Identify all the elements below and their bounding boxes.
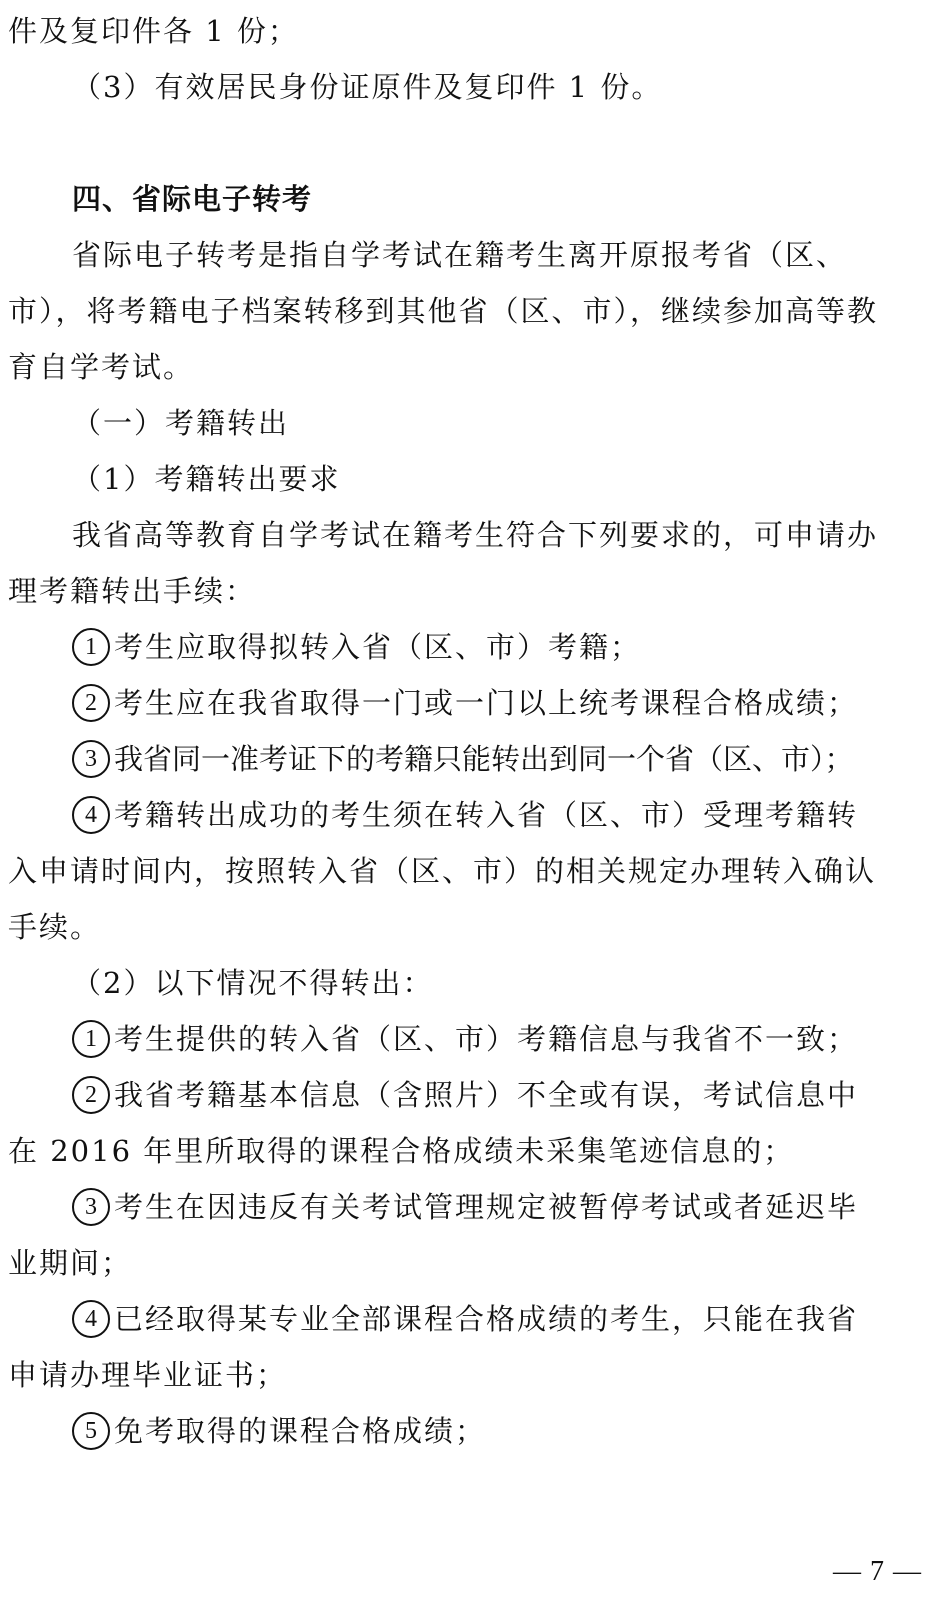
text-line: 省际电子转考是指自学考试在籍考生离开原报考省（区、: [72, 238, 848, 272]
list-item-text: 考生在因违反有关考试管理规定被暂停考试或者延迟毕: [114, 1190, 859, 1224]
circled-number-marker: 3: [72, 740, 110, 778]
list-item-text: 我省同一准考证下的考籍只能转出到同一个省（区、市）；: [114, 742, 854, 776]
text-line: 申请办理毕业证书；: [8, 1358, 288, 1392]
page-number: — 7 —: [833, 1556, 922, 1587]
circled-number-marker: 2: [72, 684, 110, 722]
list-item-text: 免考取得的课程合格成绩；: [114, 1414, 487, 1448]
list-item-text: 我省考籍基本信息（含照片）不全或有误，考试信息中: [114, 1078, 859, 1112]
list-item: [72, 674, 940, 732]
section-heading: 四、省际电子转考: [72, 182, 313, 216]
circled-number-marker: 2: [72, 1076, 110, 1114]
circled-number-marker: 4: [72, 1300, 110, 1338]
circled-number-marker: 4: [72, 796, 110, 834]
text-line: 手续。: [8, 910, 102, 944]
circled-number-marker: 1: [72, 1020, 110, 1058]
subsection-heading: （2）以下情况不得转出：: [72, 966, 434, 1000]
text-line: 我省高等教育自学考试在籍考生符合下列要求的，可申请办: [72, 518, 879, 552]
list-item-text: 已经取得某专业全部课程合格成绩的考生，只能在我省: [114, 1302, 859, 1336]
text-line: （3）有效居民身份证原件及复印件 1 份。: [72, 70, 663, 104]
list-item: [72, 1290, 940, 1348]
circled-number-marker: 1: [72, 628, 110, 666]
text-line: 件及复印件各 1 份；: [8, 14, 299, 48]
list-item-text: 考生应在我省取得一门或一门以上统考课程合格成绩；: [114, 686, 859, 720]
list-item-text: 考籍转出成功的考生须在转入省（区、市）受理考籍转: [114, 798, 859, 832]
list-item: [72, 1010, 940, 1068]
text-line: 市），将考籍电子档案转移到其他省（区、市），继续参加高等教: [8, 294, 879, 328]
list-item: [72, 1402, 940, 1460]
text-line: 入申请时间内，按照转入省（区、市）的相关规定办理转入确认: [8, 854, 877, 888]
list-item-text: 考生应取得拟转入省（区、市）考籍；: [114, 630, 642, 664]
text-line: 业期间；: [8, 1246, 133, 1280]
list-item-text: 考生提供的转入省（区、市）考籍信息与我省不一致；: [114, 1022, 859, 1056]
circled-number-marker: 5: [72, 1412, 110, 1450]
list-item: [72, 730, 940, 788]
list-item: [72, 1066, 940, 1124]
subsection-heading: （一）考籍转出: [72, 406, 290, 440]
list-item: [72, 1178, 940, 1236]
list-item: [72, 618, 940, 676]
text-line: 育自学考试。: [8, 350, 195, 384]
text-line: 理考籍转出手续：: [8, 574, 257, 608]
list-item: [72, 786, 940, 844]
text-line: 在 2016 年里所取得的课程合格成绩未采集笔迹信息的；: [8, 1134, 795, 1168]
subsection-heading: （1）考籍转出要求: [72, 462, 341, 496]
circled-number-marker: 3: [72, 1188, 110, 1226]
